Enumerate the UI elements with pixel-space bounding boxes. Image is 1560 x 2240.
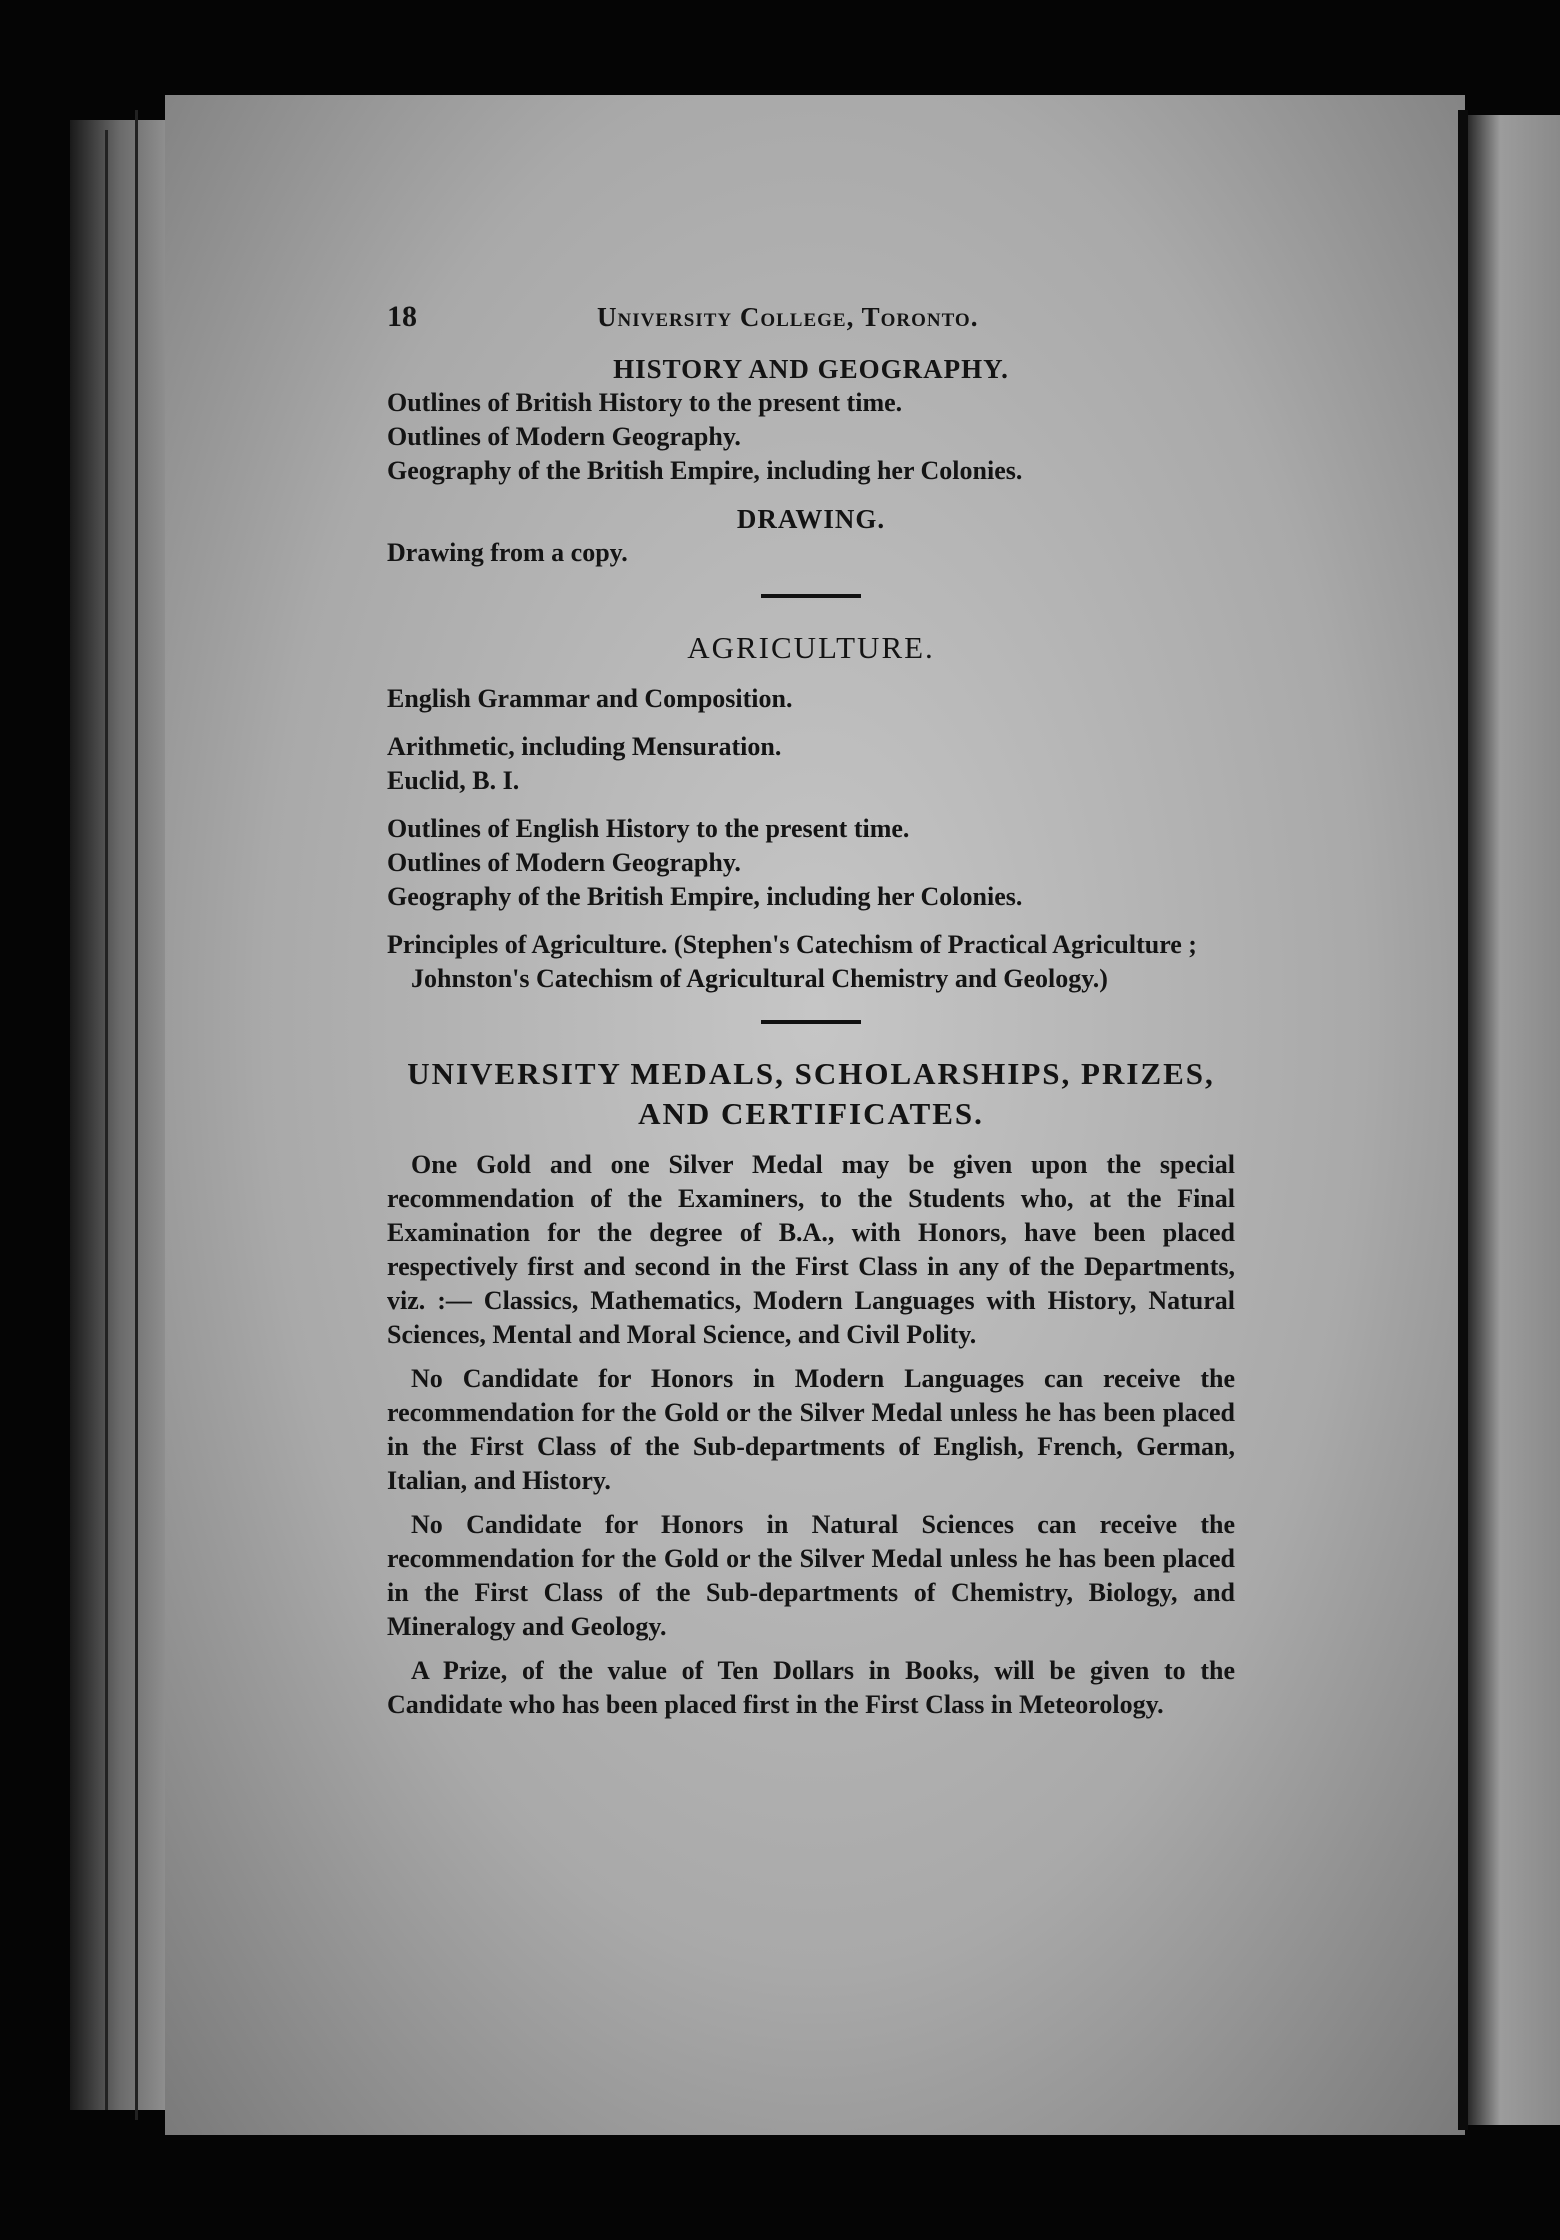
medals-paragraph: No Candidate for Honors in Modern Languages can receive the recommendation for the Gold or the Silver Medal unless he has been placed in the First Class of the Sub-departments of English, French, German, Italian, and History.: [387, 1364, 1235, 1495]
running-title: University College, Toronto.: [597, 302, 979, 332]
facing-page-edge: [1468, 115, 1560, 2125]
medals-paragraph: A Prize, of the value of Ten Dollars in Books, will be given to the Candidate who has been placed first in the First Class in Meteorology.: [387, 1656, 1235, 1719]
history-line: Outlines of Modern Geography.: [387, 422, 741, 451]
agriculture-line: Outlines of English History to the present time.: [387, 814, 910, 843]
page-number: 18: [387, 300, 417, 333]
running-head: [387, 300, 1235, 340]
history-line: Outlines of British History to the present time.: [387, 388, 903, 417]
medals-paragraph: One Gold and one Silver Medal may be given upon the special recommendation of the Examiners, to the Students who, at the Final Examination for the degree of B.A., with Honors, have been placed respectively first and second in the First Class in any of the Departments, viz. :— Classics, Mathematics, Modern Languages with History, Natural Sciences, Mental and Moral Science, and Civil Polity.: [387, 1150, 1235, 1349]
history-line: Geography of the British Empire, including her Colonies.: [387, 456, 1023, 485]
agriculture-line: Arithmetic, including Mensuration.: [387, 732, 782, 761]
page-edge: [135, 110, 138, 2120]
history-geography-heading: HISTORY AND GEOGRAPHY.: [613, 354, 1009, 384]
agriculture-line: Outlines of Modern Geography.: [387, 848, 741, 877]
agriculture-heading: AGRICULTURE.: [687, 630, 935, 665]
agriculture-line: Geography of the British Empire, including her Colonies.: [387, 882, 1023, 911]
page-edge: [105, 130, 108, 2110]
medals-heading-cont: AND CERTIFICATES.: [638, 1096, 984, 1131]
page-text: [387, 300, 1235, 1732]
medals-paragraph: No Candidate for Honors in Natural Sciences can receive the recommendation for the Gold or the Silver Medal unless he has been placed in the First Class of the Sub-departments of Chemistry, Biology, and Mineralogy and Geology.: [387, 1510, 1235, 1641]
underlying-pages: [70, 120, 180, 2110]
agriculture-principles: Principles of Agriculture. (Stephen's Catechism of Practical Agriculture ;: [387, 930, 1197, 959]
gutter: [1458, 110, 1468, 2130]
drawing-heading: DRAWING.: [736, 504, 886, 534]
section-rule: [761, 594, 861, 598]
agriculture-line: Euclid, B. I.: [387, 766, 520, 795]
agriculture-principles-cont: Johnston's Catechism of Agricultural Chemistry and Geology.): [411, 964, 1108, 993]
medals-heading: UNIVERSITY MEDALS, SCHOLARSHIPS, PRIZES,: [407, 1056, 1215, 1091]
section-rule: [761, 1020, 861, 1024]
agriculture-line: English Grammar and Composition.: [387, 684, 793, 713]
drawing-line: Drawing from a copy.: [387, 538, 628, 567]
